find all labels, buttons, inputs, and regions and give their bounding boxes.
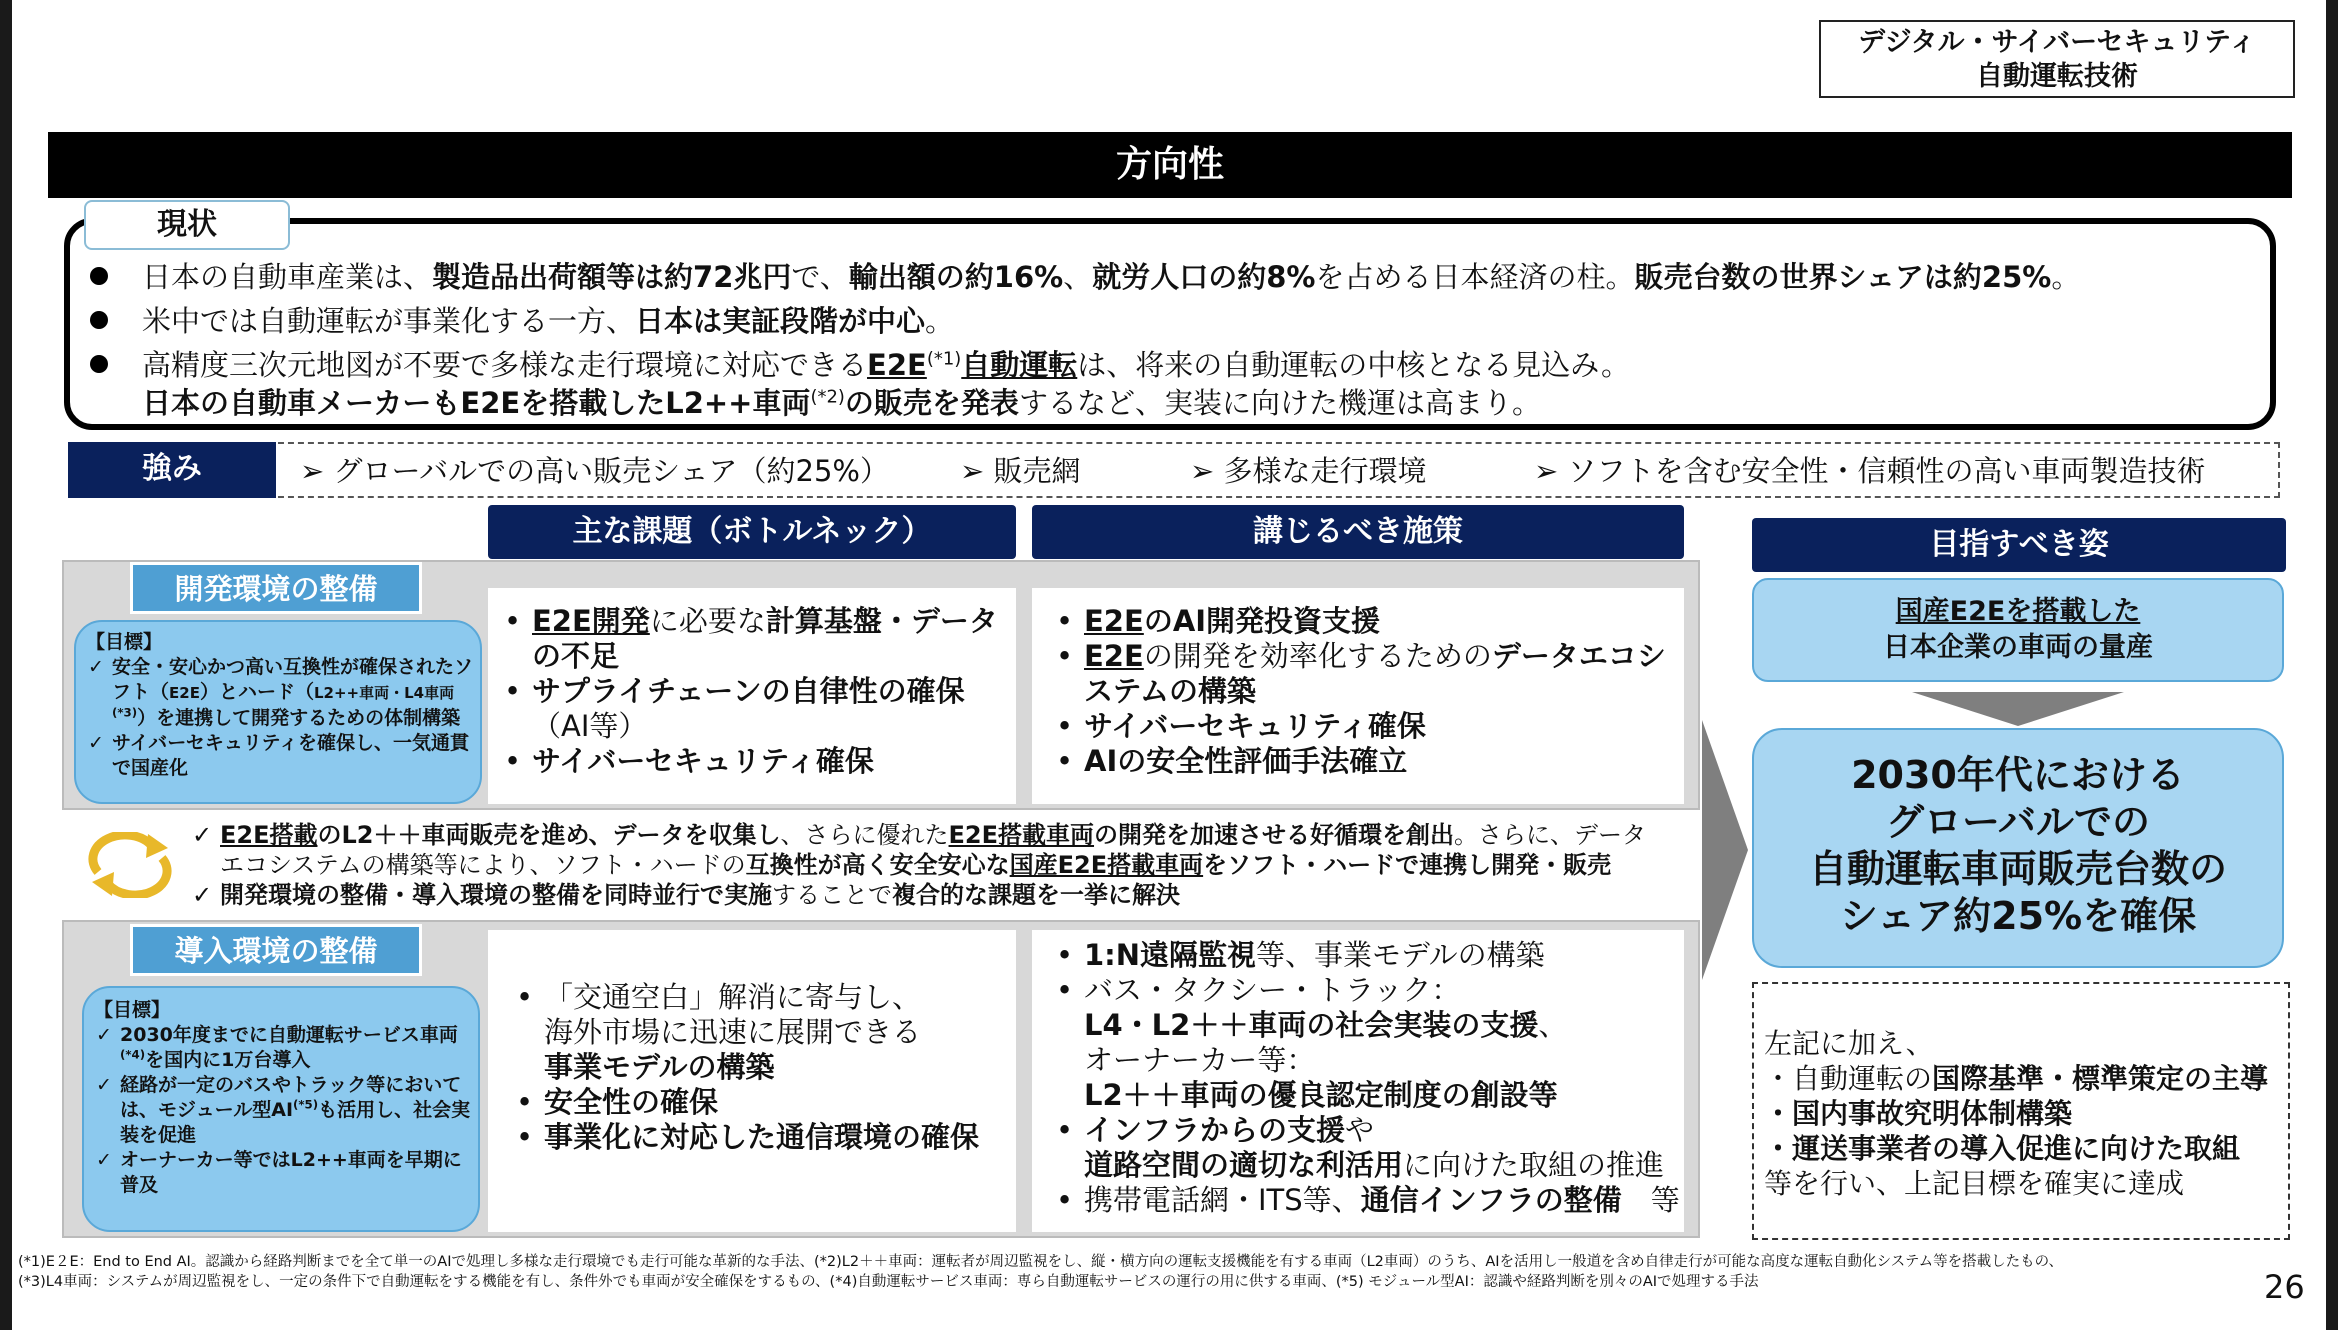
status-label: 現状 — [84, 200, 290, 250]
status-bullet-1: 日本の自動車産業は、製造品出荷額等は約72兆円で、輸出額の約16%、就労人口の約8%を占める日本経済の柱。販売台数の世界シェアは約25%。 — [90, 258, 2080, 296]
intro-env-label: 導入環境の整備 — [130, 924, 422, 976]
cycle-arrows-icon — [82, 832, 178, 898]
category-box — [1819, 20, 2295, 98]
dev-env-measures — [1032, 588, 1684, 804]
target-box-mass-production: 国産E2Eを搭載した 日本企業の車両の量産 — [1752, 578, 2284, 682]
measure-item: • AIの安全性評価手法確立 — [1048, 744, 1674, 779]
issue-item: • 事業化に対応した通信環境の確保 — [508, 1120, 1006, 1155]
goal-title: 【目標】 — [86, 631, 163, 653]
strength-item: ➢ 販売網 — [960, 454, 1081, 488]
cycle-line-2: エコシステムの構築等により、ソフト・ハードの互換性が高く安全安心な国産E2E搭載車両をソフト・ハードで連携し開発・販売 — [220, 851, 1612, 879]
strengths-label: 強み — [68, 442, 276, 498]
strength-item: ➢ グローバルでの高い販売シェア（約25%） — [300, 454, 889, 488]
cycle-row — [62, 812, 1700, 912]
issue-item-cont: （AI等） — [532, 709, 648, 743]
measure-item-cont: L2＋＋車両の優良認定制度の創設等 — [1084, 1078, 1558, 1112]
bullet-dot-icon — [90, 355, 108, 373]
issue-item: • 安全性の確保 — [508, 1085, 1006, 1120]
goal-item: ✓ 経路が一定のバスやトラック等においては、モジュール型$AI^{(*5)}$も活用し、社会実装を促進 — [94, 1073, 472, 1148]
goal-item: ✓ 2030年度までに自動運転サービス車両$^{(*4)}$を国内に1万台導入 — [94, 1023, 472, 1073]
issues-header: 主な課題（ボトルネック） — [488, 505, 1016, 559]
measure-item: • E2Eの開発を効率化するためのデータエコシステムの構築 — [1048, 639, 1674, 709]
right-arrow-icon — [1702, 720, 1752, 980]
slide — [12, 0, 2326, 1330]
bullet-dot-icon — [90, 267, 108, 285]
measure-item: • サイバーセキュリティ確保 — [1048, 709, 1674, 744]
target-header: 目指すべき姿 — [1752, 518, 2286, 572]
footnote-1: (*1)E２E：End to End AI。認識から経路判断までを全て単一のAIで処理し多様な走行環境でも走行可能な革新的な手法、(*2)L2＋＋車両：運転者が周辺監視をし、縦・横方向の運転支援機能を有する車両（L2車両）のうち、AIを活用し一般道を含め自律走行が可能な高度な運転自動化システム等を搭載したもの、 — [18, 1254, 2064, 1270]
goal-title: 【目標】 — [94, 999, 171, 1021]
dev-env-goal-box — [74, 620, 482, 804]
measure-item: • インフラからの支援や — [1048, 1113, 1680, 1148]
footnote-2: (*3)L4車両：システムが周辺監視をし、一定の条件下で自動運転をする機能を有し、条件外でも車両が安全確保をするもの、(*4)自動運転サービス車両：専ら自動運転サービスの運行の用に供する車両、(*5) モジュール型AI：認識や経路判断を別々のAIで処理する手法 — [18, 1274, 1759, 1290]
bullet-dot-icon — [90, 311, 108, 329]
page-title: 方向性 — [48, 132, 2292, 198]
measure-item: • バス・タクシー・トラック： — [1048, 973, 1680, 1008]
measure-item-cont: 道路空間の適切な利活用に向けた取組の推進 — [1084, 1148, 1665, 1182]
down-arrow-icon — [1912, 692, 2124, 726]
goal-item: ✓ サイバーセキュリティを確保し、一気通貫で国産化 — [86, 731, 474, 781]
status-bullet-3: 高精度三次元地図が不要で多様な走行環境に対応できる$E2E^{(*1)}$自動運転は、将来の自動運転の中核となる見込み。 日本の自動車メーカーもE2Eを搭載したL2++車両$^{(*2)}$の販売を発表するなど、実装に向けた機運は高まり。 — [90, 346, 1630, 422]
strength-item: ➢ 多様な走行環境 — [1190, 454, 1427, 488]
measure-item: • 携帯電話網・ITS等、通信インフラの整備 等 — [1048, 1183, 1680, 1218]
issue-item: • サイバーセキュリティ確保 — [496, 744, 1006, 779]
cycle-line-1: ✓ E2E搭載のL2＋＋車両販売を進め、データを収集し、さらに優れたE2E搭載車両の開発を加速させる好循環を創出。さらに、データ — [192, 821, 1647, 849]
status-bullet-2: 米中では自動運転が事業化する一方、日本は実証段階が中心。 — [90, 302, 954, 340]
dev-env-issues — [488, 588, 1016, 804]
issue-item-cont: 事業モデルの構築 — [544, 1050, 775, 1084]
measure-item: • 1:N遠隔監視等、事業モデルの構築 — [1048, 938, 1680, 973]
measure-item-cont: L4・L2＋＋車両の社会実装の支援、 — [1084, 1008, 1568, 1042]
intro-env-goal-box — [82, 986, 480, 1232]
strengths-row — [268, 442, 2280, 498]
issue-item-cont: 海外市場に迅速に展開できる — [544, 1015, 922, 1049]
page-number: 26 — [2264, 1268, 2305, 1306]
issue-item: • サプライチェーンの自律性の確保 — [496, 674, 1006, 709]
category-line-2: 自動運転技術 — [1976, 61, 2138, 92]
strength-item: ➢ ソフトを含む安全性・信頼性の高い車両製造技術 — [1534, 454, 2206, 488]
goal-item: ✓ 安全・安心かつ高い互換性が確保されたソフト（E2E）とハード（L2++車両・L4車両$^{(*3)}$）を連携して開発するための体制構築 — [86, 655, 474, 731]
target-box-goal: 2030年代における グローバルでの 自動運転車両販売台数の シェア約25%を確保 — [1752, 728, 2284, 968]
category-line-1: デジタル・サイバーセキュリティ — [1858, 27, 2256, 58]
measure-item-cont: オーナーカー等： — [1084, 1043, 1316, 1077]
intro-env-measures — [1032, 930, 1684, 1232]
issue-item: • E2E開発に必要な計算基盤・データの不足 — [496, 604, 1006, 674]
cycle-line-3: ✓ 開発環境の整備・導入環境の整備を同時並行で実施することで複合的な課題を一挙に解決 — [192, 881, 1180, 909]
intro-env-issues — [488, 930, 1016, 1232]
measures-header: 講じるべき施策 — [1032, 505, 1684, 559]
additional-actions-box: 左記に加え、 ・自動運転の国際基準・標準策定の主導 ・国内事故究明体制構築 ・運送事業者の導入促進に向けた取組 等を行い、上記目標を確実に達成 — [1752, 982, 2290, 1240]
measure-item: • E2EのAI開発投資支援 — [1048, 604, 1674, 639]
dev-env-label: 開発環境の整備 — [130, 562, 422, 614]
issue-item: • 「交通空白」解消に寄与し、 — [508, 980, 1006, 1015]
goal-item: ✓ オーナーカー等ではL2++車両を早期に普及 — [94, 1148, 472, 1198]
